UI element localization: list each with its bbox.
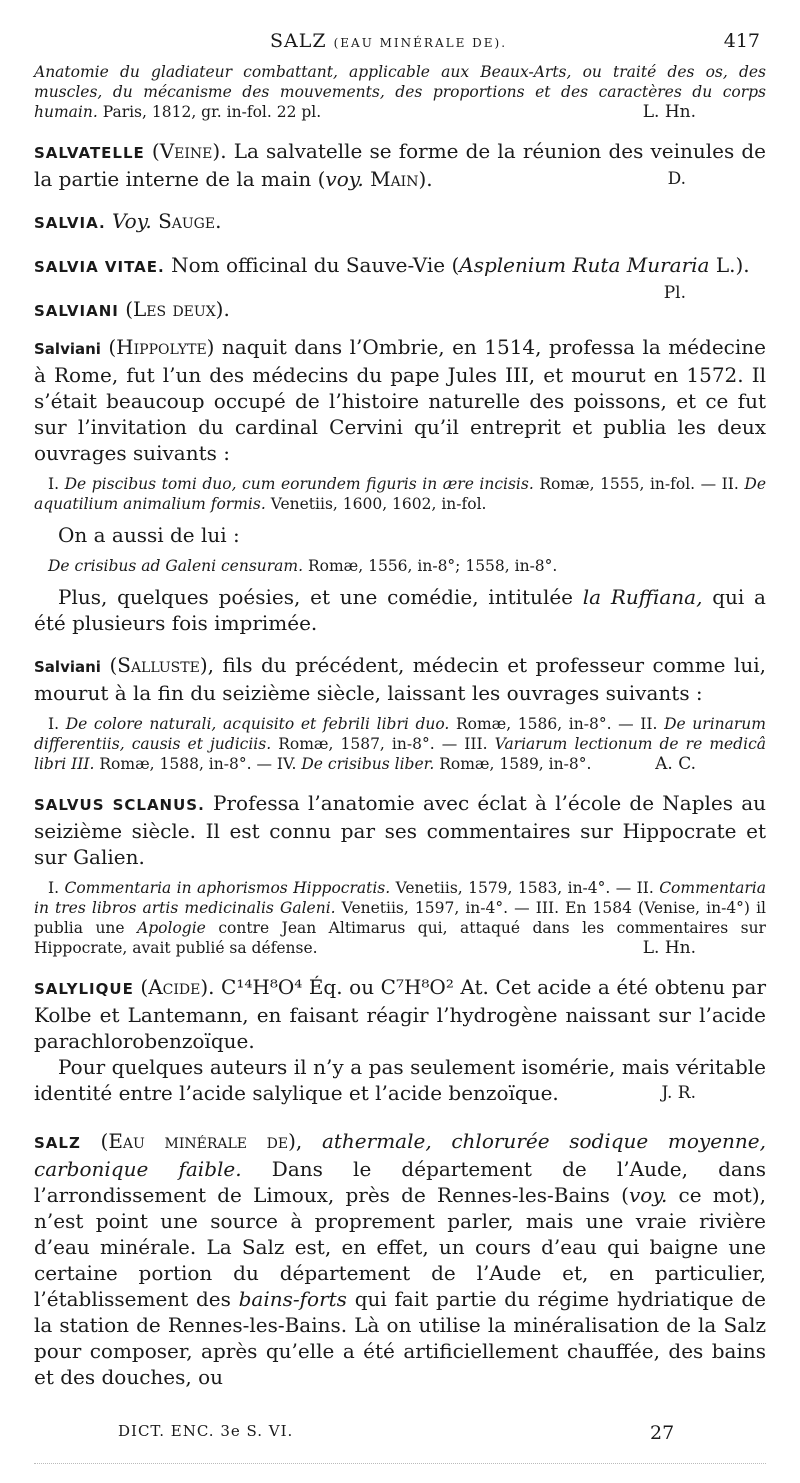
salvatelle-text: La salvatelle se forme de la réunion des veinules de la partie interne de la main ( — [34, 139, 767, 191]
salluste-b3-rest: Romæ, 1588, in-8°. — — [99, 755, 272, 773]
anatomie-title: Anatomie du gladiateur combattant, applicable aux Beaux-Arts, ou traité des os, des muscles, du mécanisme des mouvements, des proportions et des caractères du corps humain. — [34, 63, 766, 121]
salvus-b3-text-end: contre Jean Altimarus qui, attaqué dans les commentaires sur Hippocrate, avait publié sa défense. — [34, 919, 766, 957]
entry-salvia-vitae — [34, 252, 766, 303]
entry-salviani-salluste — [34, 652, 766, 774]
salylique-signature: J. R. — [661, 1083, 696, 1103]
anatomie-signature: L. Hn. — [642, 102, 696, 122]
running-header — [0, 30, 800, 60]
salz-bains-forts: bains-forts — [238, 1287, 347, 1311]
salz-text2: ce mot), n’est point une source à proprement parler, mais une vraie rivière d’eau minérale. La Salz est, en effet, un cours d’eau qui baigne une certaine portion du département de l’Aude et, en particulier, l’établissement des — [34, 1183, 766, 1311]
page-body — [34, 62, 766, 1390]
salluste-b1-title: De colore naturali, acquisito et febrili libri duo. — [65, 715, 450, 733]
running-title-paren: (EAU MINÉRALE DE). — [333, 36, 508, 50]
salvatelle-xref[interactable]: Main — [370, 167, 419, 191]
salluste-b1-num: I. — [48, 715, 60, 733]
salviani-hippolyte-bib1-num: I. — [48, 475, 60, 493]
salluste-signature: A. C. — [655, 754, 696, 774]
salvus-b3-text: En 1584 (Venise, in-4°) il publia une — [34, 899, 766, 937]
bottom-dotted-rule — [34, 1463, 766, 1464]
salvia-vitae-latin: Asplenium Ruta Muraria — [459, 253, 710, 277]
page-footer — [0, 1422, 800, 1446]
salylique-text2: Pour quelques auteurs il n’y a pas seulement isomérie, mais véritable identité entre l’acide salylique et l’acide benzoïque. — [34, 1055, 766, 1105]
salvus-b1-rest: Venetiis, 1579, 1583, in-4°. — — [395, 879, 632, 897]
headword-salviani: SALVIANI — [34, 302, 119, 320]
entry-anatomie-tail — [34, 62, 766, 122]
salvia-vitae-text: Nom officinal du Sauve-Vie ( — [171, 253, 460, 277]
salviani-subhead: (Les deux). — [125, 297, 230, 321]
salz-voy: voy. — [628, 1183, 668, 1207]
salvia-vitae-text-end: L.). — [715, 253, 750, 277]
salviani-hippolyte-aussi: On a aussi de lui : — [58, 523, 240, 547]
entry-salviani-header — [34, 296, 766, 324]
salviani-hippolyte-bib3-title: De crisibus ad Galeni censuram. — [48, 557, 304, 575]
salviani-hippolyte-ruffiana: la Ruffiana, — [582, 585, 703, 609]
salylique-text: Cet acide a été obtenu par Kolbe et Lantemann, en faisant réagir l’hydrogène naissant sur l’acide parachlorobenzoïque. — [34, 975, 766, 1053]
running-title-main: SALZ — [270, 30, 327, 52]
headword-salz: SALZ — [34, 1134, 81, 1152]
salvus-b1-title: Commentaria in aphorismos Hippocratis. — [64, 879, 391, 897]
salvus-signature: L. Hn. — [642, 938, 696, 958]
salylique-at: At. — [460, 975, 489, 999]
salviani-hippolyte-plus-end: qui a été plusieurs fois imprimée. — [34, 585, 766, 635]
salylique-formula2: C⁷H⁸O² — [380, 975, 454, 999]
salylique-subhead: (Acide). — [140, 975, 215, 999]
salviani-salluste-name: Salviani — [34, 658, 101, 676]
salviani-hippolyte-text: naquit dans l’Ombrie, en 1514, professa la médecine à Rome, fut l’un des médecins du pape Jules III, et mourut en 1572. Il s’était beaucoup occupé de l’histoire naturelle des poissons, et ce fut sur l’invitation du cardinal Cervini qu’il entreprit et publia les deux ouvrages suivants : — [34, 335, 766, 465]
salz-subhead: (Eau minérale de), — [100, 1129, 303, 1153]
salviani-hippolyte-first-name: (Hippolyte) — [108, 335, 215, 359]
salz-text3: qui fait partie du régime hydriatique de la station de Rennes-les-Bains. Là on utilise la minéralisation de la Salz pour composer, après qu’elle a été artificiellement chauffée, des bains et des douches, ou — [34, 1287, 767, 1389]
salz-text1: Dans le département de l’Aude, dans l’arrondissement de Limoux, près de Rennes-les-Bains ( — [34, 1157, 767, 1207]
salvatelle-voy: voy. — [325, 167, 364, 191]
salviani-hippolyte-bib2-title: De aquatilium animalium formis. — [34, 475, 767, 513]
salluste-b4-title: De crisibus liber. — [301, 755, 435, 773]
salylique-eq: Éq. ou — [308, 975, 375, 999]
salluste-b3-num: III. — [464, 735, 488, 753]
salvus-b3-num: III. — [535, 899, 560, 917]
headword-salvia: SALVIA. — [34, 214, 106, 232]
salvia-vitae-signature: Pl. — [663, 283, 686, 303]
salviani-salluste-first-name: (Salluste), — [109, 653, 214, 677]
salz-qualif: athermale, chlorurée sodique moyenne, carbonique faible. — [34, 1129, 767, 1181]
entry-salvia — [34, 208, 766, 236]
salluste-b4-num: IV. — [276, 755, 297, 773]
headword-salylique: SALYLIQUE — [34, 980, 134, 998]
entry-salz — [34, 1128, 766, 1390]
salviani-hippolyte-bib3-rest: Romæ, 1556, in-8°; 1558, in-8°. — [307, 557, 558, 575]
salviani-hippolyte-bib2-rest: Venetiis, 1600, 1602, in-fol. — [270, 495, 487, 513]
headword-salvus-sclanus: SALVUS SCLANUS. — [34, 796, 205, 814]
page-number: 417 — [723, 30, 760, 52]
salluste-b4-rest: Romæ, 1589, in-8°. — [439, 755, 592, 773]
entry-salvatelle — [34, 138, 766, 192]
salluste-b1-rest: Romæ, 1586, in-8°. — — [455, 715, 634, 733]
footer-sheet-number: 27 — [650, 1422, 675, 1444]
salluste-b2-num: II. — [640, 715, 658, 733]
anatomie-imprint: Paris, 1812, gr. in-fol. 22 pl. — [102, 103, 322, 121]
salvus-text: Professa l’anatomie avec éclat à l’école de Naples au seizième siècle. Il est connu par ses commentaires sur Hippocrate et sur Galien. — [34, 791, 767, 869]
salviani-salluste-text: fils du précédent, médecin et professeur comme lui, mourut à la fin du seizième siècle, laissant les ouvrages suivants : — [34, 653, 767, 705]
salviani-hippolyte-bib1-title: De piscibus tomi duo, cum eorundem figuris in ære incisis. — [64, 475, 534, 493]
headword-salvia-vitae: SALVIA VITAE. — [34, 258, 165, 276]
salvatelle-signature: D. — [667, 169, 686, 189]
salviani-hippolyte-bib1-rest: Romæ, 1555, in-fol. — — [539, 475, 717, 493]
salvia-xref[interactable]: Sauge. — [158, 209, 222, 233]
entry-salviani-hippolyte — [34, 334, 766, 636]
salluste-b2-title: De urinarum differentiis, causis et judiciis. — [34, 715, 766, 753]
salvus-b2-rest: Venetiis, 1597, in-4°. — — [341, 899, 530, 917]
salviani-hippolyte-plus: Plus, quelques poésies, et une comédie, intitulée — [58, 585, 574, 609]
salvus-b2-num: II. — [636, 879, 654, 897]
entry-salvus-sclanus — [34, 790, 766, 958]
salvatelle-subhead: (Veine). — [151, 139, 227, 163]
salylique-formula1: C¹⁴H⁸O⁴ — [221, 975, 303, 999]
salviani-hippolyte-bib2-num: II. — [721, 475, 739, 493]
salvatelle-text-end: ). — [418, 167, 433, 191]
salvia-voy: Voy. — [112, 209, 152, 233]
running-title — [270, 30, 507, 52]
entry-salylique — [34, 974, 766, 1106]
salviani-hippolyte-name: Salviani — [34, 340, 101, 358]
footer-signature-mark: DICT. ENC. 3e S. VI. — [118, 1422, 294, 1440]
salluste-b3-title: Variarum lectionum de re medicâ libri III. — [34, 735, 766, 773]
salvus-b2-title: Commentaria in tres libros artis medicinalis Galeni. — [34, 879, 767, 917]
salluste-b2-rest: Romæ, 1587, in-8°. — — [278, 735, 458, 753]
salvus-b3-title: Apologie — [137, 919, 206, 937]
salvus-b1-num: I. — [48, 879, 60, 897]
headword-salvatelle: SALVATELLE — [34, 144, 145, 162]
